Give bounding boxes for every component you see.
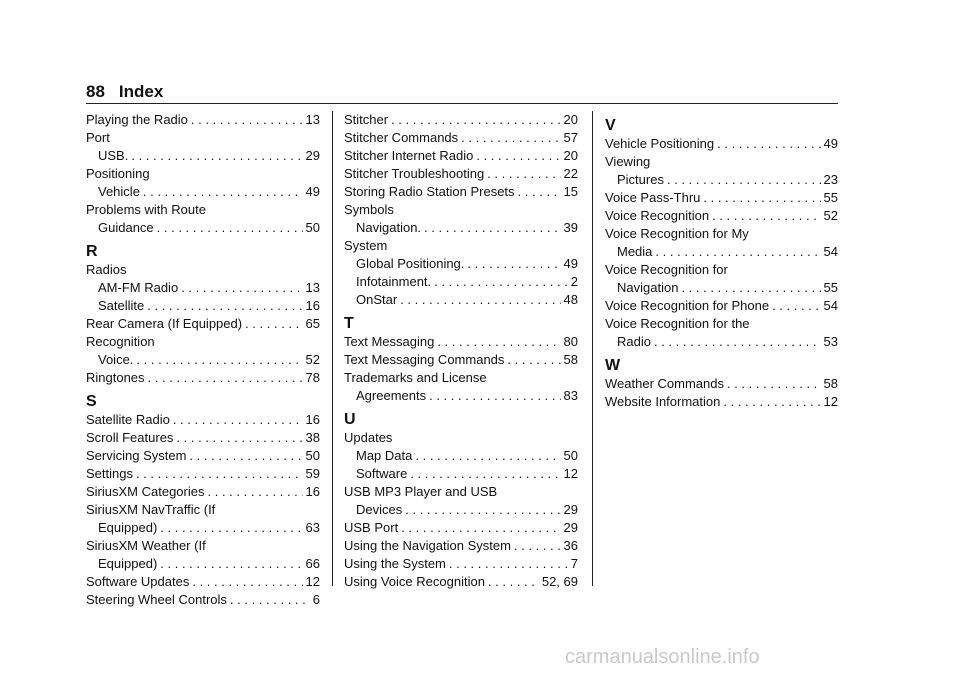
leader-dots: [136, 351, 302, 369]
index-entry: [605, 279, 838, 297]
index-entry: [86, 447, 320, 465]
leader-dots: [461, 129, 560, 147]
leader-dots: [681, 279, 820, 297]
page-ref: 12: [563, 466, 578, 481]
entry-text: Using Voice Recognition: [344, 574, 485, 589]
section-letter: S: [86, 393, 97, 410]
index-heading: Radios: [86, 262, 127, 277]
header-rule: [86, 103, 838, 104]
entry-text: Voice Recognition: [605, 208, 710, 223]
page-ref: 7: [570, 556, 578, 571]
index-column-2: [344, 111, 578, 591]
leader-dots: [487, 165, 560, 183]
page-ref: 50: [563, 448, 578, 463]
index-entry: [605, 207, 838, 225]
page-ref: 55: [823, 280, 838, 295]
index-entry: [86, 111, 320, 129]
index-entry: [86, 315, 320, 333]
leader-dots: [434, 273, 568, 291]
index-entry: [605, 135, 838, 153]
index-entry: [605, 171, 838, 189]
index-entry: [344, 255, 578, 273]
index-heading: Trademarks and License: [344, 370, 487, 385]
leader-dots: [131, 147, 302, 165]
entry-text: Stitcher Commands: [344, 130, 459, 145]
entry-text: Navigation: [617, 280, 679, 295]
page-ref: 16: [305, 484, 320, 499]
leader-dots: [424, 219, 560, 237]
leader-dots: [415, 447, 560, 465]
entry-text: Software Updates: [86, 574, 190, 589]
leader-dots: [437, 333, 560, 351]
leader-dots: [772, 297, 820, 315]
leader-dots: [518, 183, 561, 201]
entry-text: SiriusXM Categories: [86, 484, 205, 499]
entry-text: Ringtones: [86, 370, 145, 385]
page-ref: 66: [305, 556, 320, 571]
page-ref: 23: [823, 172, 838, 187]
index-entry: [605, 297, 838, 315]
page-ref: 49: [305, 184, 320, 199]
entry-text: Global Positioning.: [356, 256, 465, 271]
leader-dots: [400, 291, 560, 309]
page-ref: 20: [563, 112, 578, 127]
page-ref: 39: [563, 220, 578, 235]
index-heading: Viewing: [605, 154, 651, 169]
index-entry: [86, 573, 320, 591]
index-entry: [86, 147, 320, 165]
index-entry: [344, 519, 578, 537]
leader-dots: [488, 573, 539, 591]
index-entry: [344, 351, 578, 369]
page-ref: 78: [305, 370, 320, 385]
entry-text: Storing Radio Station Presets: [344, 184, 515, 199]
leader-dots: [703, 189, 820, 207]
leader-dots: [514, 537, 561, 555]
entry-text: Stitcher Troubleshooting: [344, 166, 485, 181]
entry-text: Text Messaging Commands: [344, 352, 505, 367]
leader-dots: [712, 207, 820, 225]
page-ref: 20: [563, 148, 578, 163]
section-letter: T: [344, 315, 354, 332]
index-entry: [86, 519, 320, 537]
index-heading: SiriusXM Weather (If: [86, 538, 206, 553]
leader-dots: [208, 483, 303, 501]
index-entry: [86, 351, 320, 369]
index-heading: Problems with Route: [86, 202, 206, 217]
index-heading: Recognition: [86, 334, 155, 349]
page-ref: 52: [823, 208, 838, 223]
index-entry: [86, 555, 320, 573]
entry-text: Steering Wheel Controls: [86, 592, 227, 607]
page-number: 88: [86, 82, 105, 101]
leader-dots: [391, 111, 560, 129]
leader-dots: [655, 243, 820, 261]
page-ref: 15: [563, 184, 578, 199]
page-ref: 63: [305, 520, 320, 535]
section-letter: W: [605, 357, 621, 374]
entry-text: Settings: [86, 466, 133, 481]
page-ref: 48: [563, 292, 578, 307]
index-entry: [86, 279, 320, 297]
index-entry: [605, 243, 838, 261]
column-divider: [592, 111, 593, 586]
page-ref: 12: [305, 574, 320, 589]
index-column-1: [86, 111, 320, 609]
entry-text: Playing the Radio: [86, 112, 188, 127]
page-ref: 49: [563, 256, 578, 271]
leader-dots: [157, 219, 303, 237]
page-ref: 29: [563, 502, 578, 517]
leader-dots: [181, 279, 302, 297]
entry-text: AM-FM Radio: [98, 280, 179, 295]
entry-text: Radio: [617, 334, 651, 349]
index-entry: [344, 291, 578, 309]
leader-dots: [401, 519, 560, 537]
page-ref: 80: [563, 334, 578, 349]
entry-text: Weather Commands: [605, 376, 724, 391]
index-heading: Positioning: [86, 166, 150, 181]
page-ref: 58: [823, 376, 838, 391]
index-entry: [86, 183, 320, 201]
index-entry: [344, 219, 578, 237]
entry-text: Website Information: [605, 394, 721, 409]
leader-dots: [507, 351, 560, 369]
entry-text: Scroll Features: [86, 430, 174, 445]
index-heading: Symbols: [344, 202, 394, 217]
index-entry: [344, 501, 578, 519]
entry-text: Vehicle: [98, 184, 140, 199]
index-heading: Port: [86, 130, 110, 145]
index-entry: [344, 183, 578, 201]
leader-dots: [147, 297, 302, 315]
leader-dots: [143, 183, 303, 201]
index-column-3: [605, 111, 838, 411]
leader-dots: [191, 111, 303, 129]
leader-dots: [230, 591, 310, 609]
page-ref: 50: [305, 220, 320, 235]
leader-dots: [192, 573, 302, 591]
entry-text: Devices: [356, 502, 403, 517]
watermark: carmanualsonline.info: [565, 646, 760, 668]
index-heading: Voice Recognition for My: [605, 226, 749, 241]
page-ref: 58: [563, 352, 578, 367]
leader-dots: [654, 333, 821, 351]
section-letter: U: [344, 411, 356, 428]
leader-dots: [449, 555, 568, 573]
entry-text: Satellite: [98, 298, 145, 313]
leader-dots: [727, 375, 821, 393]
entry-text: Media: [617, 244, 653, 259]
index-entry: [344, 333, 578, 351]
entry-text: Infotainment.: [356, 274, 432, 289]
index-entry: [344, 111, 578, 129]
page-ref: 16: [305, 298, 320, 313]
index-entry: [605, 393, 838, 411]
entry-text: Stitcher: [344, 112, 389, 127]
index-entry: [605, 333, 838, 351]
index-entry: [86, 219, 320, 237]
index-heading: Voice Recognition for: [605, 262, 728, 277]
index-entry: [86, 369, 320, 387]
entry-text: Using the Navigation System: [344, 538, 511, 553]
index-entry: [86, 429, 320, 447]
page-ref: 29: [305, 148, 320, 163]
entry-text: Satellite Radio: [86, 412, 170, 427]
page-ref: 13: [305, 112, 320, 127]
page-ref: 12: [823, 394, 838, 409]
index-heading: Voice Recognition for the: [605, 316, 750, 331]
page-ref: 22: [563, 166, 578, 181]
entry-text: Equipped): [98, 520, 158, 535]
index-entry: [605, 375, 838, 393]
page-ref: 6: [312, 592, 320, 607]
entry-text: Text Messaging: [344, 334, 435, 349]
index-entry: [344, 273, 578, 291]
leader-dots: [189, 447, 302, 465]
entry-text: Vehicle Positioning: [605, 136, 715, 151]
leader-dots: [245, 315, 302, 333]
page-ref: 49: [823, 136, 838, 151]
entry-text: Rear Camera (If Equipped): [86, 316, 243, 331]
index-entry: [86, 483, 320, 501]
index-entry: [344, 165, 578, 183]
leader-dots: [173, 411, 303, 429]
entry-text: Equipped): [98, 556, 158, 571]
entry-text: Servicing System: [86, 448, 187, 463]
index-entry: [344, 573, 578, 591]
index-heading: System: [344, 238, 388, 253]
leader-dots: [467, 255, 560, 273]
index-entry: [344, 129, 578, 147]
entry-text: Using the System: [344, 556, 446, 571]
index-heading: USB MP3 Player and USB: [344, 484, 498, 499]
index-entry: [344, 555, 578, 573]
column-divider: [332, 111, 333, 586]
entry-text: Agreements: [356, 388, 427, 403]
page-ref: 53: [823, 334, 838, 349]
entry-text: Voice Pass-Thru: [605, 190, 701, 205]
page-ref: 52: [305, 352, 320, 367]
section-letter: V: [605, 117, 616, 134]
entry-text: Map Data: [356, 448, 413, 463]
index-entry: [86, 591, 320, 609]
entry-text: Guidance: [98, 220, 154, 235]
page-title: Index: [118, 82, 164, 101]
leader-dots: [410, 465, 560, 483]
page-ref: 50: [305, 448, 320, 463]
page-ref: 54: [823, 244, 838, 259]
index-entry: [344, 465, 578, 483]
page-ref: 16: [305, 412, 320, 427]
page-ref: 38: [305, 430, 320, 445]
leader-dots: [148, 369, 303, 387]
page-ref: 65: [305, 316, 320, 331]
leader-dots: [429, 387, 560, 405]
entry-text: Voice.: [98, 352, 134, 367]
leader-dots: [160, 555, 302, 573]
page-ref: 52, 69: [541, 574, 578, 589]
leader-dots: [136, 465, 303, 483]
page-ref: 13: [305, 280, 320, 295]
entry-text: OnStar: [356, 292, 398, 307]
leader-dots: [160, 519, 302, 537]
entry-text: Stitcher Internet Radio: [344, 148, 474, 163]
page-header: [86, 82, 163, 102]
entry-text: Navigation.: [356, 220, 422, 235]
leader-dots: [667, 171, 821, 189]
entry-text: Pictures: [617, 172, 664, 187]
leader-dots: [176, 429, 302, 447]
leader-dots: [723, 393, 820, 411]
index-entry: [86, 297, 320, 315]
index-heading: SiriusXM NavTraffic (If: [86, 502, 216, 517]
page-ref: 83: [563, 388, 578, 403]
section-letter: R: [86, 243, 98, 260]
leader-dots: [476, 147, 560, 165]
index-entry: [344, 447, 578, 465]
index-entry: [344, 537, 578, 555]
entry-text: Software: [356, 466, 408, 481]
page-ref: 29: [563, 520, 578, 535]
page-ref: 54: [823, 298, 838, 313]
page-ref: 57: [563, 130, 578, 145]
index-heading: Updates: [344, 430, 393, 445]
page-ref: 59: [305, 466, 320, 481]
entry-text: USB Port: [344, 520, 399, 535]
page-ref: 2: [570, 274, 578, 289]
index-entry: [344, 147, 578, 165]
entry-text: USB.: [98, 148, 129, 163]
leader-dots: [405, 501, 560, 519]
entry-text: Voice Recognition for Phone: [605, 298, 770, 313]
index-entry: [86, 411, 320, 429]
page-ref: 55: [823, 190, 838, 205]
leader-dots: [717, 135, 820, 153]
index-entry: [86, 465, 320, 483]
page-ref: 36: [563, 538, 578, 553]
index-entry: [605, 189, 838, 207]
index-entry: [344, 387, 578, 405]
